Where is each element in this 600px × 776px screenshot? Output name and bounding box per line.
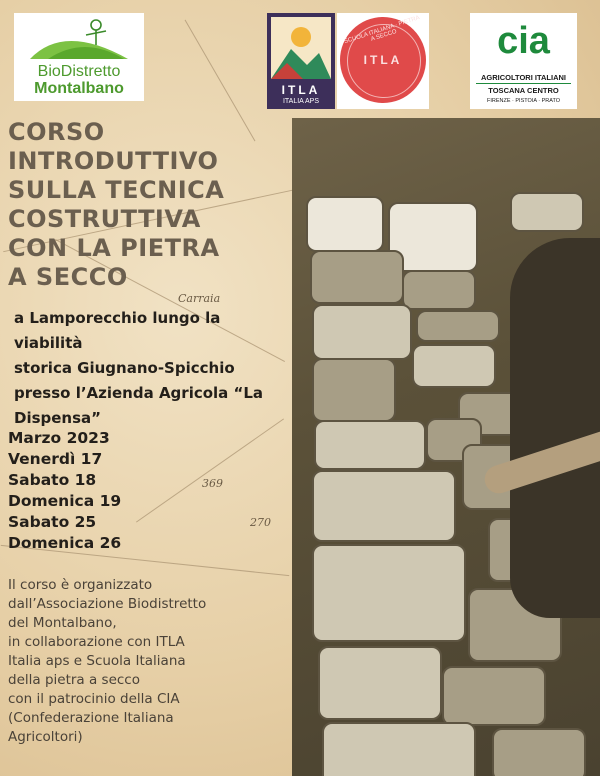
location-line: presso l’Azienda Agricola “La <box>14 384 264 402</box>
info-line: con il patrocinio della CIA <box>8 691 180 707</box>
info-line: Italia aps e Scuola Italiana <box>8 653 186 669</box>
info-line: in collaborazione con ITLA <box>8 634 185 650</box>
info-line: della pietra a secco <box>8 672 140 688</box>
title-line: CORSO INTRODUTTIVO <box>8 118 219 175</box>
title-line: SULLA TECNICA <box>8 176 225 204</box>
date-item: Marzo 2023 <box>8 429 110 447</box>
scuola-logo <box>337 13 429 109</box>
dry-stone-wall-photo <box>292 118 600 776</box>
cia-line2: TOSCANA CENTRO <box>488 86 559 95</box>
scuola-ring-text: SCUOLA ITALIANA · PIETRA A SECCO <box>343 15 421 46</box>
itla-logo <box>267 13 335 109</box>
biodistretto-logo <box>14 13 144 101</box>
date-item: Sabato 25 <box>8 513 97 531</box>
map-number: 270 <box>250 516 271 529</box>
info-line: Il corso è organizzato <box>8 577 153 593</box>
date-item: Domenica 19 <box>8 492 122 510</box>
worker-figure <box>510 238 600 618</box>
cia-logo <box>470 13 577 109</box>
itla-sublabel: ITALIA APS <box>282 98 320 105</box>
info-line: Agricoltori) <box>8 729 83 745</box>
info-line: dall’Associazione Biodistretto <box>8 596 207 612</box>
hills-icon <box>14 13 144 63</box>
title-line: CON LA PIETRA <box>8 234 220 262</box>
date-item: Venerdì 17 <box>8 450 103 468</box>
course-location <box>14 306 294 431</box>
cia-line1: AGRICOLTORI ITALIANI <box>481 73 566 82</box>
cia-line3: FIRENZE · PISTOIA · PRATO <box>486 98 561 104</box>
map-label: Carraia <box>178 292 221 305</box>
info-line: del Montalbano, <box>8 615 117 631</box>
cia-mark: cia <box>497 20 550 62</box>
organizer-info <box>8 576 293 747</box>
scuola-center-text: ITLA <box>363 53 403 67</box>
sun-mountain-icon <box>267 13 335 83</box>
location-line: Dispensa” <box>14 409 102 427</box>
title-line: A SECCO <box>8 263 128 291</box>
itla-label: ITLA <box>281 83 321 97</box>
info-line: (Confederazione Italiana <box>8 710 174 726</box>
date-item: Sabato 18 <box>8 471 97 489</box>
course-dates <box>8 428 121 554</box>
title-line: COSTRUTTIVA <box>8 205 201 233</box>
location-line: storica Giugnano-Spicchio <box>14 359 235 377</box>
map-number: 369 <box>202 477 223 490</box>
biodistretto-line2: Montalbano <box>34 80 124 97</box>
date-item: Domenica 26 <box>8 534 122 552</box>
biodistretto-line1: BioDistretto <box>37 63 121 80</box>
location-line: a Lamporecchio lungo la viabilità <box>14 309 221 352</box>
course-title <box>8 118 298 292</box>
